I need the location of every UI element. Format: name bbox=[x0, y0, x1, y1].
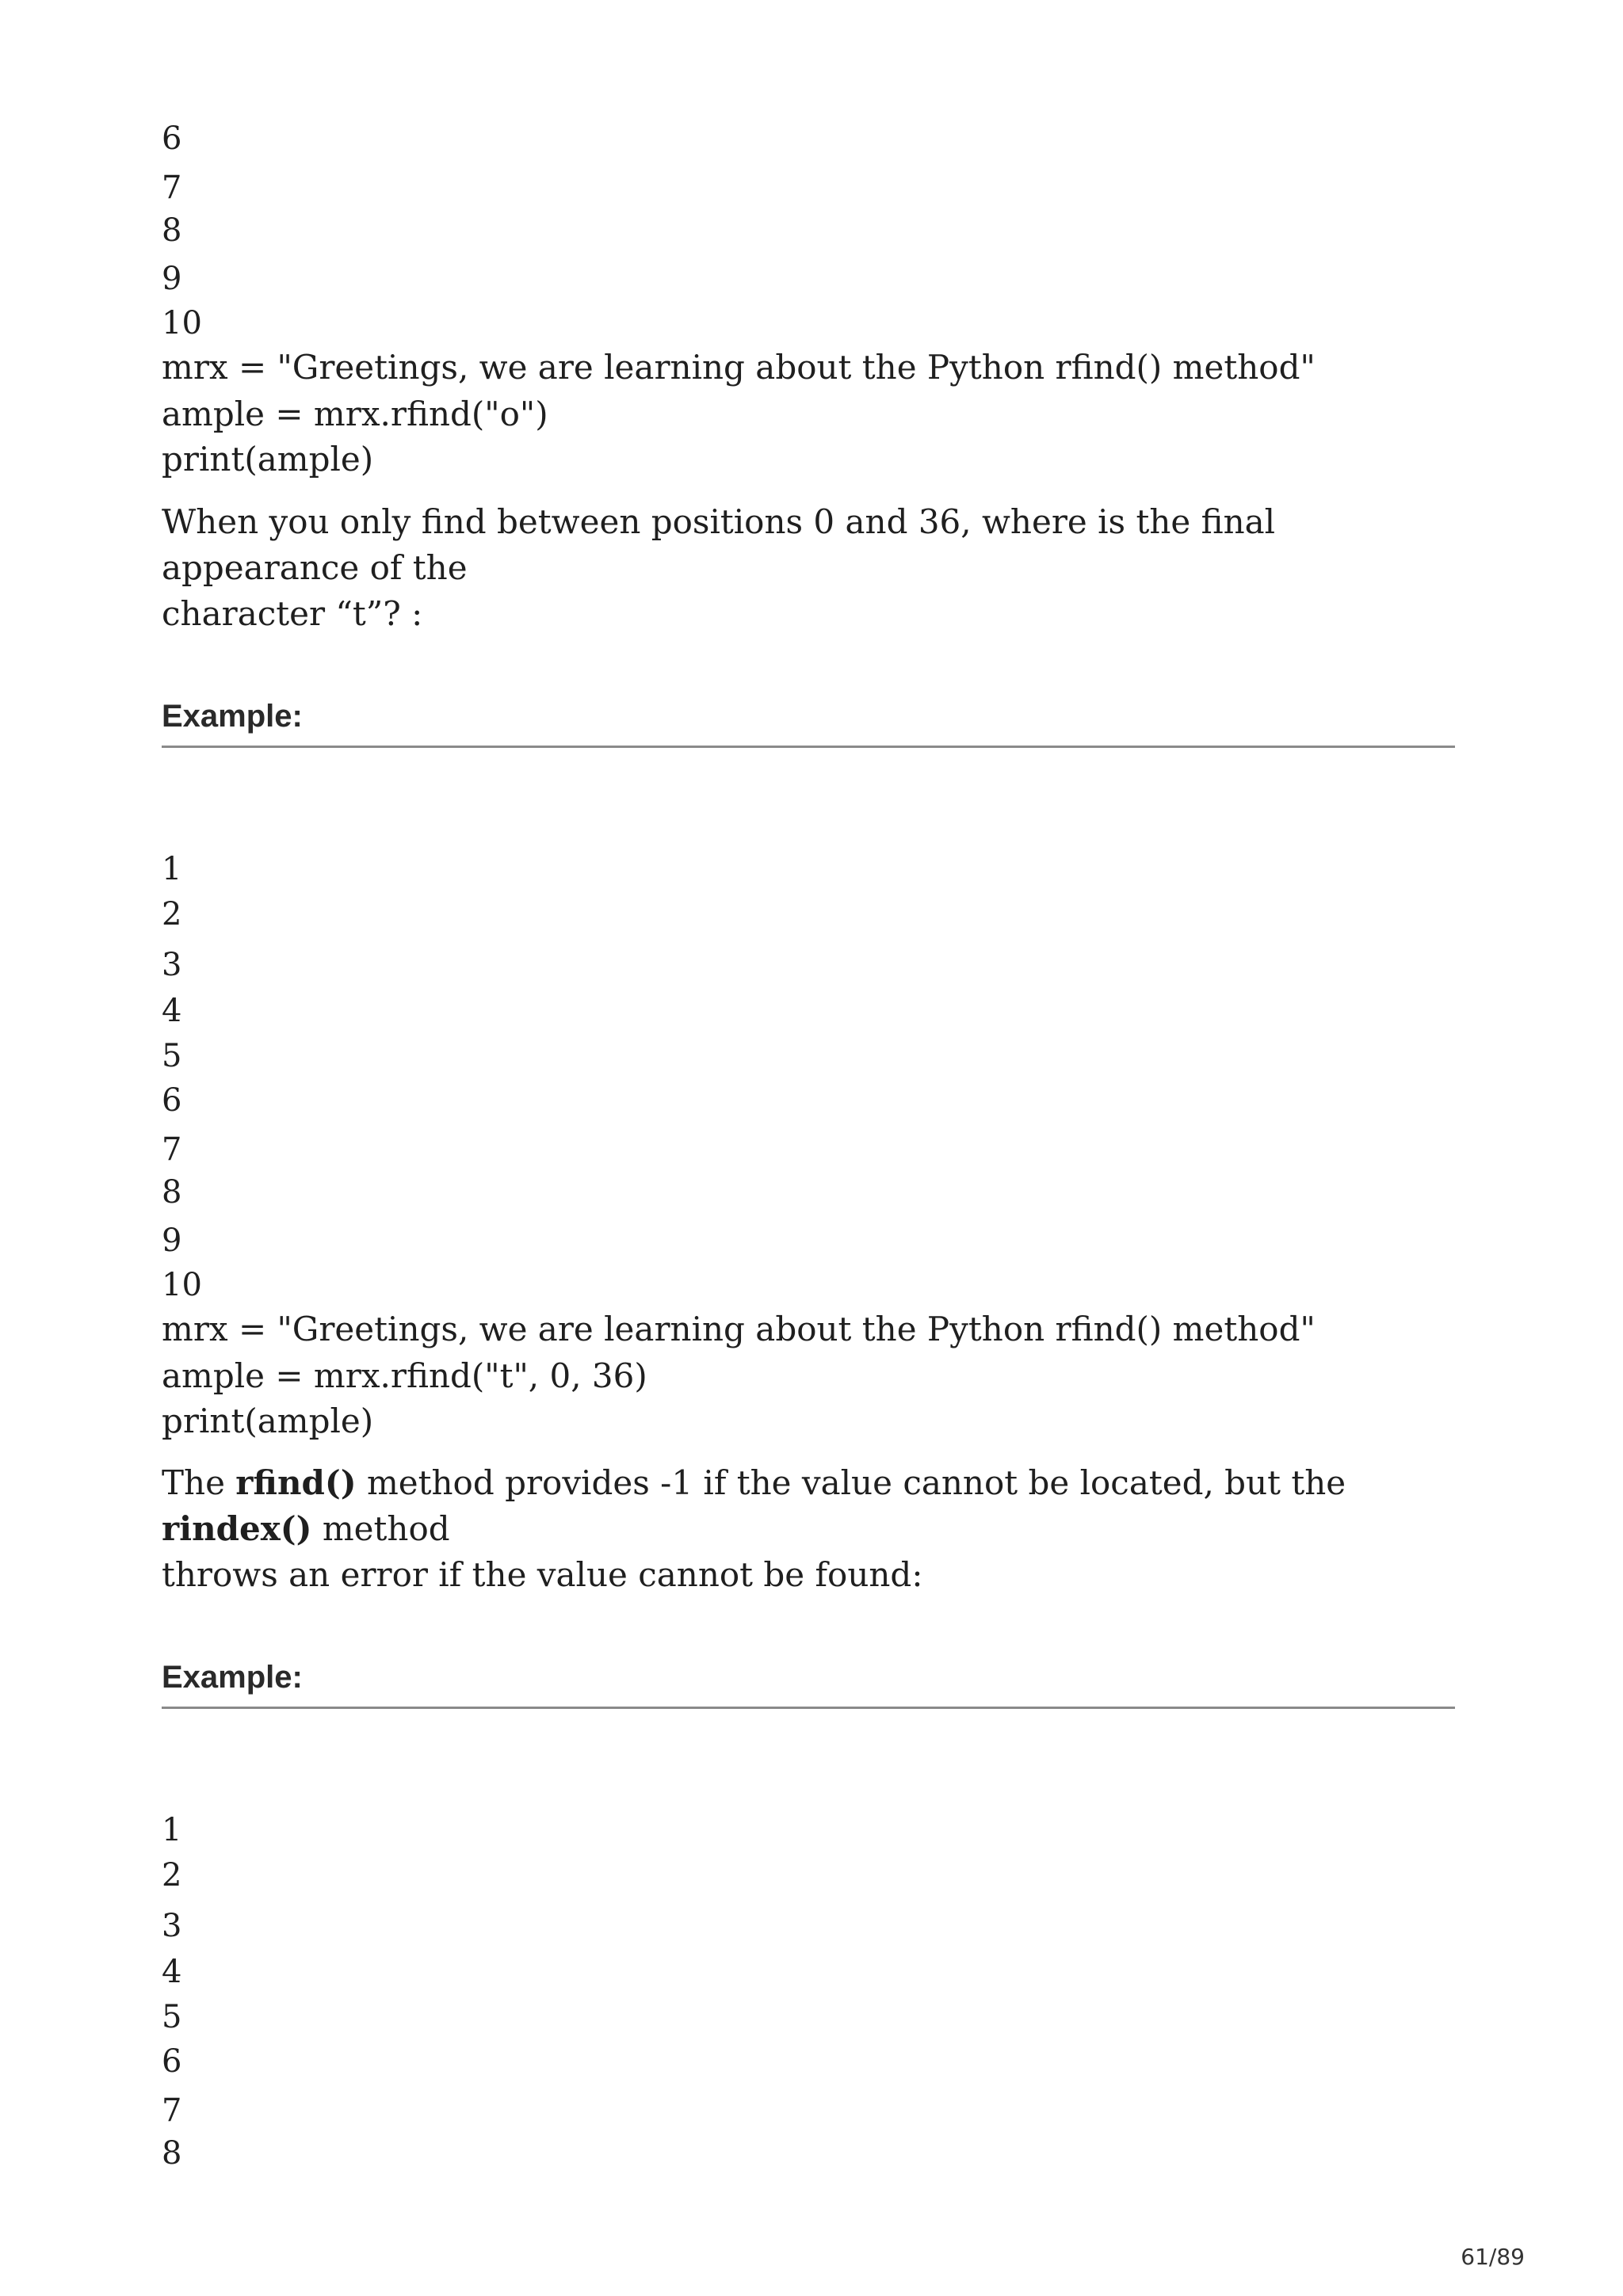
line-number: 4 bbox=[162, 993, 182, 1029]
paragraph-2 bbox=[162, 1460, 1461, 1598]
line-number: 9 bbox=[162, 1222, 182, 1259]
line-number: 3 bbox=[162, 947, 182, 983]
line-number: 8 bbox=[162, 1174, 182, 1211]
code-line: ample = mrx.rfind("t", 0, 36) bbox=[162, 1356, 647, 1395]
code-line: ample = mrx.rfind("o") bbox=[162, 395, 548, 433]
paragraph-line bbox=[162, 1460, 1461, 1552]
example-heading-1: Example: bbox=[162, 699, 303, 734]
line-number: 2 bbox=[162, 1857, 182, 1894]
line-number: 4 bbox=[162, 1954, 182, 1990]
code-line: mrx = "Greetings, we are learning about the Python rfind() method" bbox=[162, 1310, 1316, 1348]
line-number: 5 bbox=[162, 1038, 182, 1074]
line-number: 5 bbox=[162, 1999, 182, 2035]
line-number: 6 bbox=[162, 1082, 182, 1119]
line-number: 9 bbox=[162, 261, 182, 297]
code-line: print(ample) bbox=[162, 440, 374, 479]
paragraph-line: When you only find between positions 0 and 36, where is the final appearance of the bbox=[162, 502, 1276, 587]
paragraph-1 bbox=[162, 499, 1461, 637]
heading-divider-2 bbox=[162, 1707, 1455, 1709]
line-number: 10 bbox=[162, 305, 202, 341]
heading-divider-1 bbox=[162, 746, 1455, 748]
line-number: 1 bbox=[162, 1812, 182, 1848]
paragraph-text: method provides -1 if the value cannot be located, but the bbox=[356, 1463, 1346, 1502]
code-line: mrx = "Greetings, we are learning about the Python rfind() method" bbox=[162, 348, 1316, 387]
line-number: 7 bbox=[162, 2092, 182, 2129]
paragraph-text: method bbox=[311, 1509, 450, 1548]
line-number: 1 bbox=[162, 851, 182, 887]
line-number: 6 bbox=[162, 120, 182, 157]
paragraph-line: throws an error if the value cannot be found: bbox=[162, 1555, 923, 1594]
line-number: 2 bbox=[162, 896, 182, 933]
example-heading-2: Example: bbox=[162, 1660, 303, 1695]
line-number: 7 bbox=[162, 1131, 182, 1168]
line-number: 6 bbox=[162, 2043, 182, 2080]
line-number: 8 bbox=[162, 2135, 182, 2172]
code-line: print(ample) bbox=[162, 1402, 374, 1440]
line-number: 10 bbox=[162, 1267, 202, 1303]
line-number: 7 bbox=[162, 170, 182, 206]
paragraph-text: The bbox=[162, 1463, 236, 1502]
code-term-rfind: rfind() bbox=[235, 1463, 357, 1502]
line-number: 8 bbox=[162, 212, 182, 249]
paragraph-line: character “t”? : bbox=[162, 594, 423, 633]
page-number: 61/89 bbox=[1461, 2244, 1525, 2270]
code-term-rindex: rindex() bbox=[162, 1509, 312, 1548]
line-number: 3 bbox=[162, 1908, 182, 1944]
